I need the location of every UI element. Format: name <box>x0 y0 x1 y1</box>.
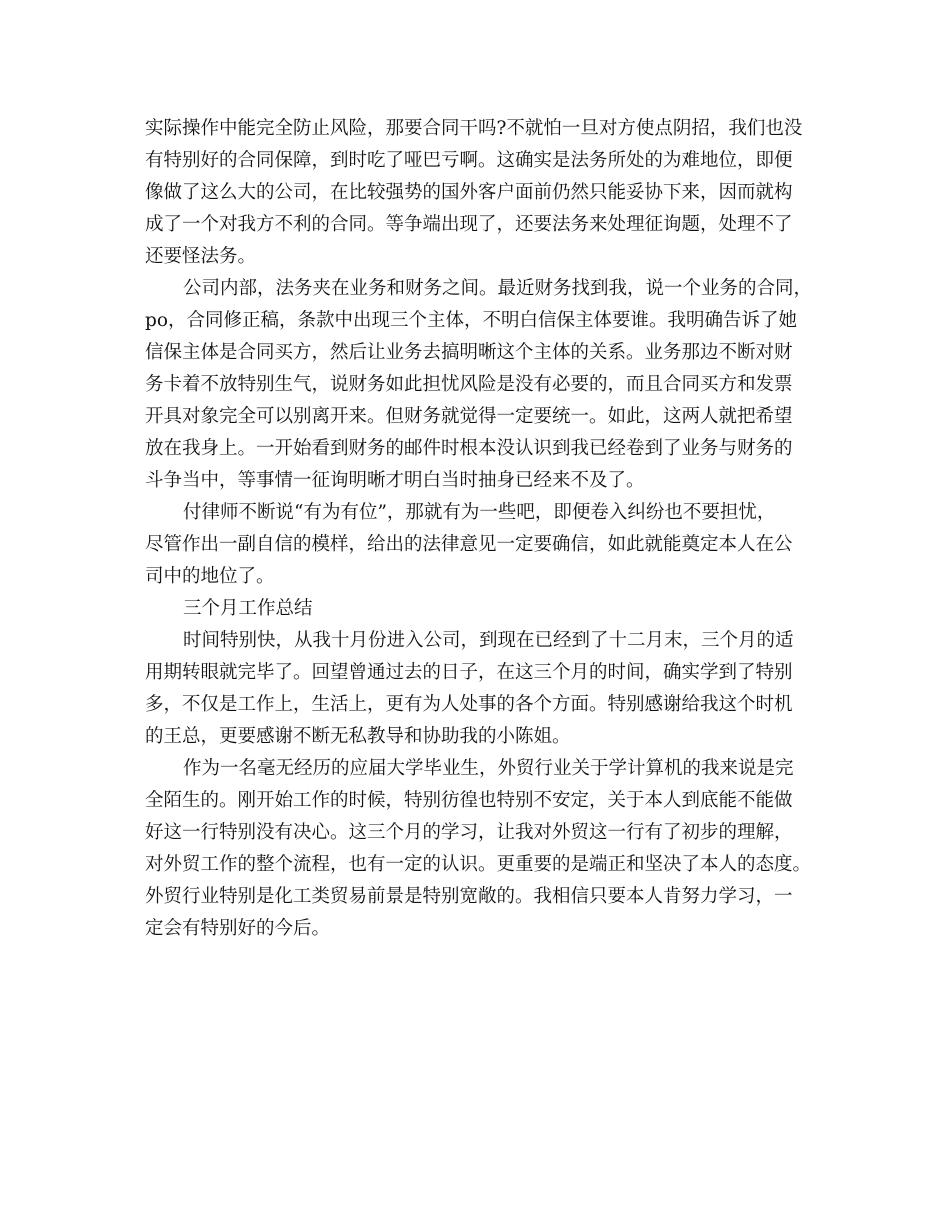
text-line: 公司内部，法务夹在业务和财务之间。最近财务找到我，说一个业务的合同， <box>183 278 813 299</box>
text-line: 尽管作出一副自信的模样，给出的法律意见一定要确信，如此就能奠定本人在公 <box>145 534 793 555</box>
text-line: 司中的地位了。 <box>145 566 275 587</box>
text-line: 好这一行特别没有决心。这三个月的学习，让我对外贸这一行有了初步的理解， <box>145 822 793 843</box>
text-line: po，合同修正稿，条款中出现三个主体，不明白信保主体要谁。我明确告诉了她 <box>145 310 797 331</box>
text-line: 三个月工作总结 <box>183 598 313 619</box>
text-line: 全陌生的。刚开始工作的时候，特别彷徨也特别不安定，关于本人到底能不能做 <box>145 790 793 811</box>
text-line: 的王总，更要感谢不断无私教导和协助我的小陈姐。 <box>145 726 571 747</box>
text-line: 务卡着不放特别生气，说财务如此担忧风险是没有必要的，而且合同买方和发票 <box>145 374 793 395</box>
text-line: 多，不仅是工作上，生活上，更有为人处事的各个方面。特别感谢给我这个时机 <box>145 694 793 715</box>
text-line: 作为一名毫无经历的应届大学毕业生，外贸行业关于学计算机的我来说是完 <box>183 758 794 779</box>
text-line: 外贸行业特别是化工类贸易前景是特别宽敞的。我相信只要本人肯努力学习，一 <box>145 886 793 907</box>
text-line: 付律师不断说“有为有位”，那就有为一些吧，即便卷入纠纷也不要担忧， <box>183 502 776 523</box>
text-line: 成了一个对我方不利的合同。等争端出现了，还要法务来处理征询题，处理不了 <box>145 214 793 235</box>
text-line: 还要怪法务。 <box>145 246 257 267</box>
text-line: 时间特别快，从我十月份进入公司，到现在已经到了十二月末，三个月的适 <box>183 630 794 651</box>
text-line: 开具对象完全可以别离开来。但财务就觉得一定要统一。如此，这两人就把希望 <box>145 406 793 427</box>
text-line: 定会有特别好的今后。 <box>145 918 331 939</box>
text-line: 斗争当中，等事情一征询明晰才明白当时抽身已经来不及了。 <box>145 470 645 491</box>
text-line: 放在我身上。一开始看到财务的邮件时根本没认识到我已经卷到了业务与财务的 <box>145 438 793 459</box>
text-line: 用期转眼就完毕了。回望曾通过去的日子，在这三个月的时间，确实学到了特别 <box>145 662 793 683</box>
text-line: 信保主体是合同买方，然后让业务去搞明晰这个主体的关系。业务那边不断对财 <box>145 342 793 363</box>
text-line: 有特别好的合同保障，到时吃了哑巴亏啊。这确实是法务所处的为难地位，即便 <box>145 150 793 171</box>
text-line: 对外贸工作的整个流程，也有一定的认识。更重要的是端正和坚决了本人的态度。 <box>145 854 812 875</box>
text-line: 实际操作中能完全防止风险，那要合同干吗?不就怕一旦对方使点阴招，我们也没 <box>145 118 803 139</box>
text-line: 像做了这么大的公司，在比较强势的国外客户面前仍然只能妥协下来，因而就构 <box>145 182 793 203</box>
document-body <box>145 113 813 945</box>
